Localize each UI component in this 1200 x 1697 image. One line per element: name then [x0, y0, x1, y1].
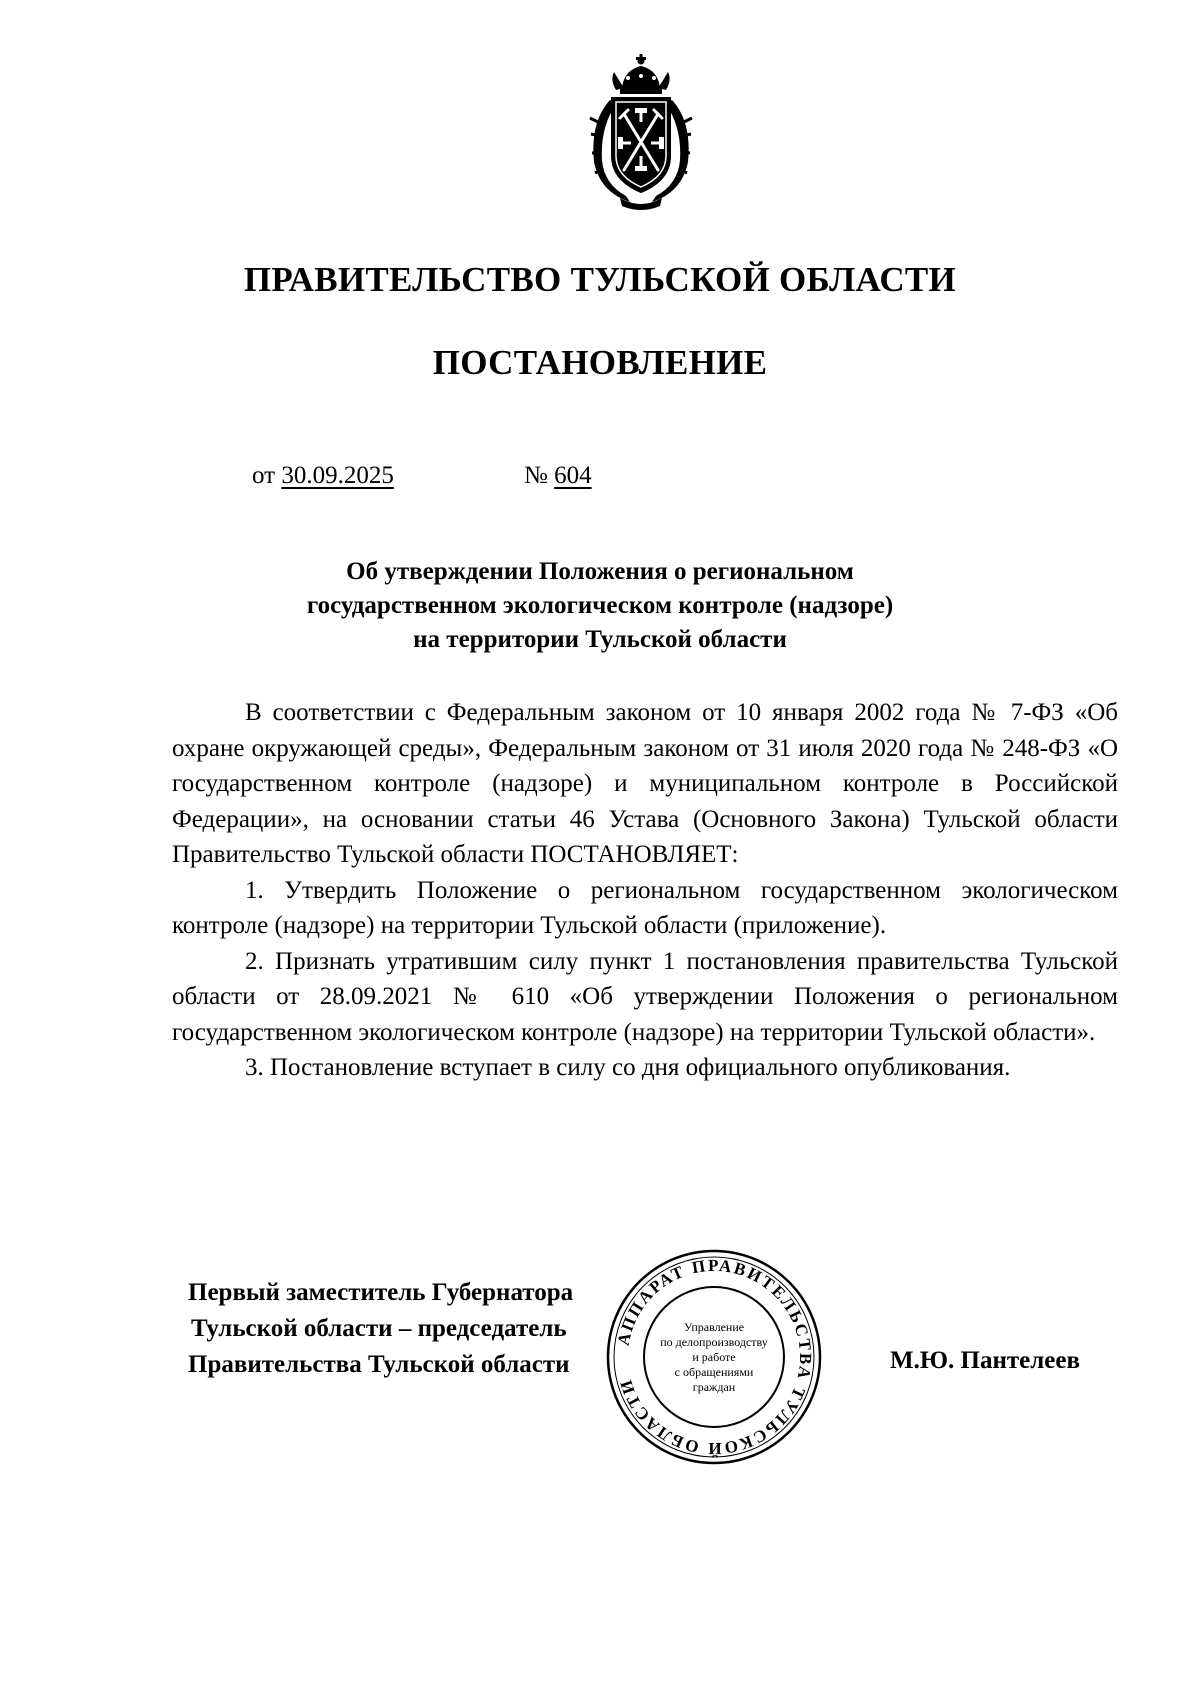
stamp-ring-text: АППАРАТ ПРАВИТЕЛЬСТВА ТУЛЬСКОЙ ОБЛАСТИ: [613, 1255, 816, 1459]
signer-position-line: Первый заместитель Губернатора: [188, 1279, 574, 1306]
crown-icon: [612, 54, 669, 94]
document-body: [172, 695, 1118, 1086]
document-number: [524, 462, 592, 490]
number-value: 604: [554, 462, 592, 489]
document-type: ПОСТАНОВЛЕНИЕ: [432, 343, 768, 382]
title-line: Об утверждении Положения о региональном: [346, 558, 854, 585]
title-line: на территории Тульской области: [413, 626, 787, 653]
stamp-line: и работе: [692, 1349, 736, 1364]
date-value: 30.09.2025: [281, 462, 394, 489]
stamp-center-text: [602, 1245, 826, 1469]
stamp-line: по делопроизводству: [660, 1334, 768, 1349]
body-paragraph: 3. Постановление вступает в силу со дня официального опубликования.: [245, 1054, 1011, 1081]
official-stamp: [602, 1245, 826, 1469]
signer-position-line: Правительства Тульской области: [188, 1351, 570, 1378]
document-title: [200, 555, 1000, 657]
signer-position: [188, 1275, 573, 1383]
tula-oblast-coat-of-arms-icon: [580, 52, 702, 210]
government-title: ПРАВИТЕЛЬСТВО ТУЛЬСКОЙ ОБЛАСТИ: [243, 260, 957, 299]
stamp-line: Управление: [683, 1319, 745, 1334]
signer-name: М.Ю. Пантелеев: [890, 1347, 1080, 1374]
title-line: государственном экологическом контроле (надзоре): [306, 592, 894, 619]
date-prefix: от: [252, 462, 276, 489]
stamp-line: граждан: [692, 1379, 736, 1394]
stamp-line: с обращениями: [674, 1364, 754, 1379]
signer-position-line: Тульской области – председатель: [191, 1315, 567, 1342]
document-date: [252, 462, 394, 490]
number-prefix: №: [524, 462, 548, 489]
body-paragraph: 1. Утвердить Положение о региональном государственном экологическом контроле (надзоре) на территории Тульской области (приложение).: [172, 876, 1118, 939]
body-paragraph: В соответствии с Федеральным законом от 10 января 2002 года № 7-ФЗ «Об охране окружающей среды», Федеральным законом от 31 июля 2020 года № 248-ФЗ «О государственном контроле (надзоре) и муниципальном контроле в Российской Федерации», на основании статьи 46 Устава (Основного Закона) Тульской области Правительство Тульской области ПОСТАНОВЛЯЕТ:: [172, 699, 1118, 868]
body-paragraph: 2. Признать утратившим силу пункт 1 постановления правительства Тульской области от 28.09.2021 № 610 «Об утверждении Положения о региональном государственном экологическом контроле (надзоре) на территории Тульской области».: [172, 947, 1118, 1046]
